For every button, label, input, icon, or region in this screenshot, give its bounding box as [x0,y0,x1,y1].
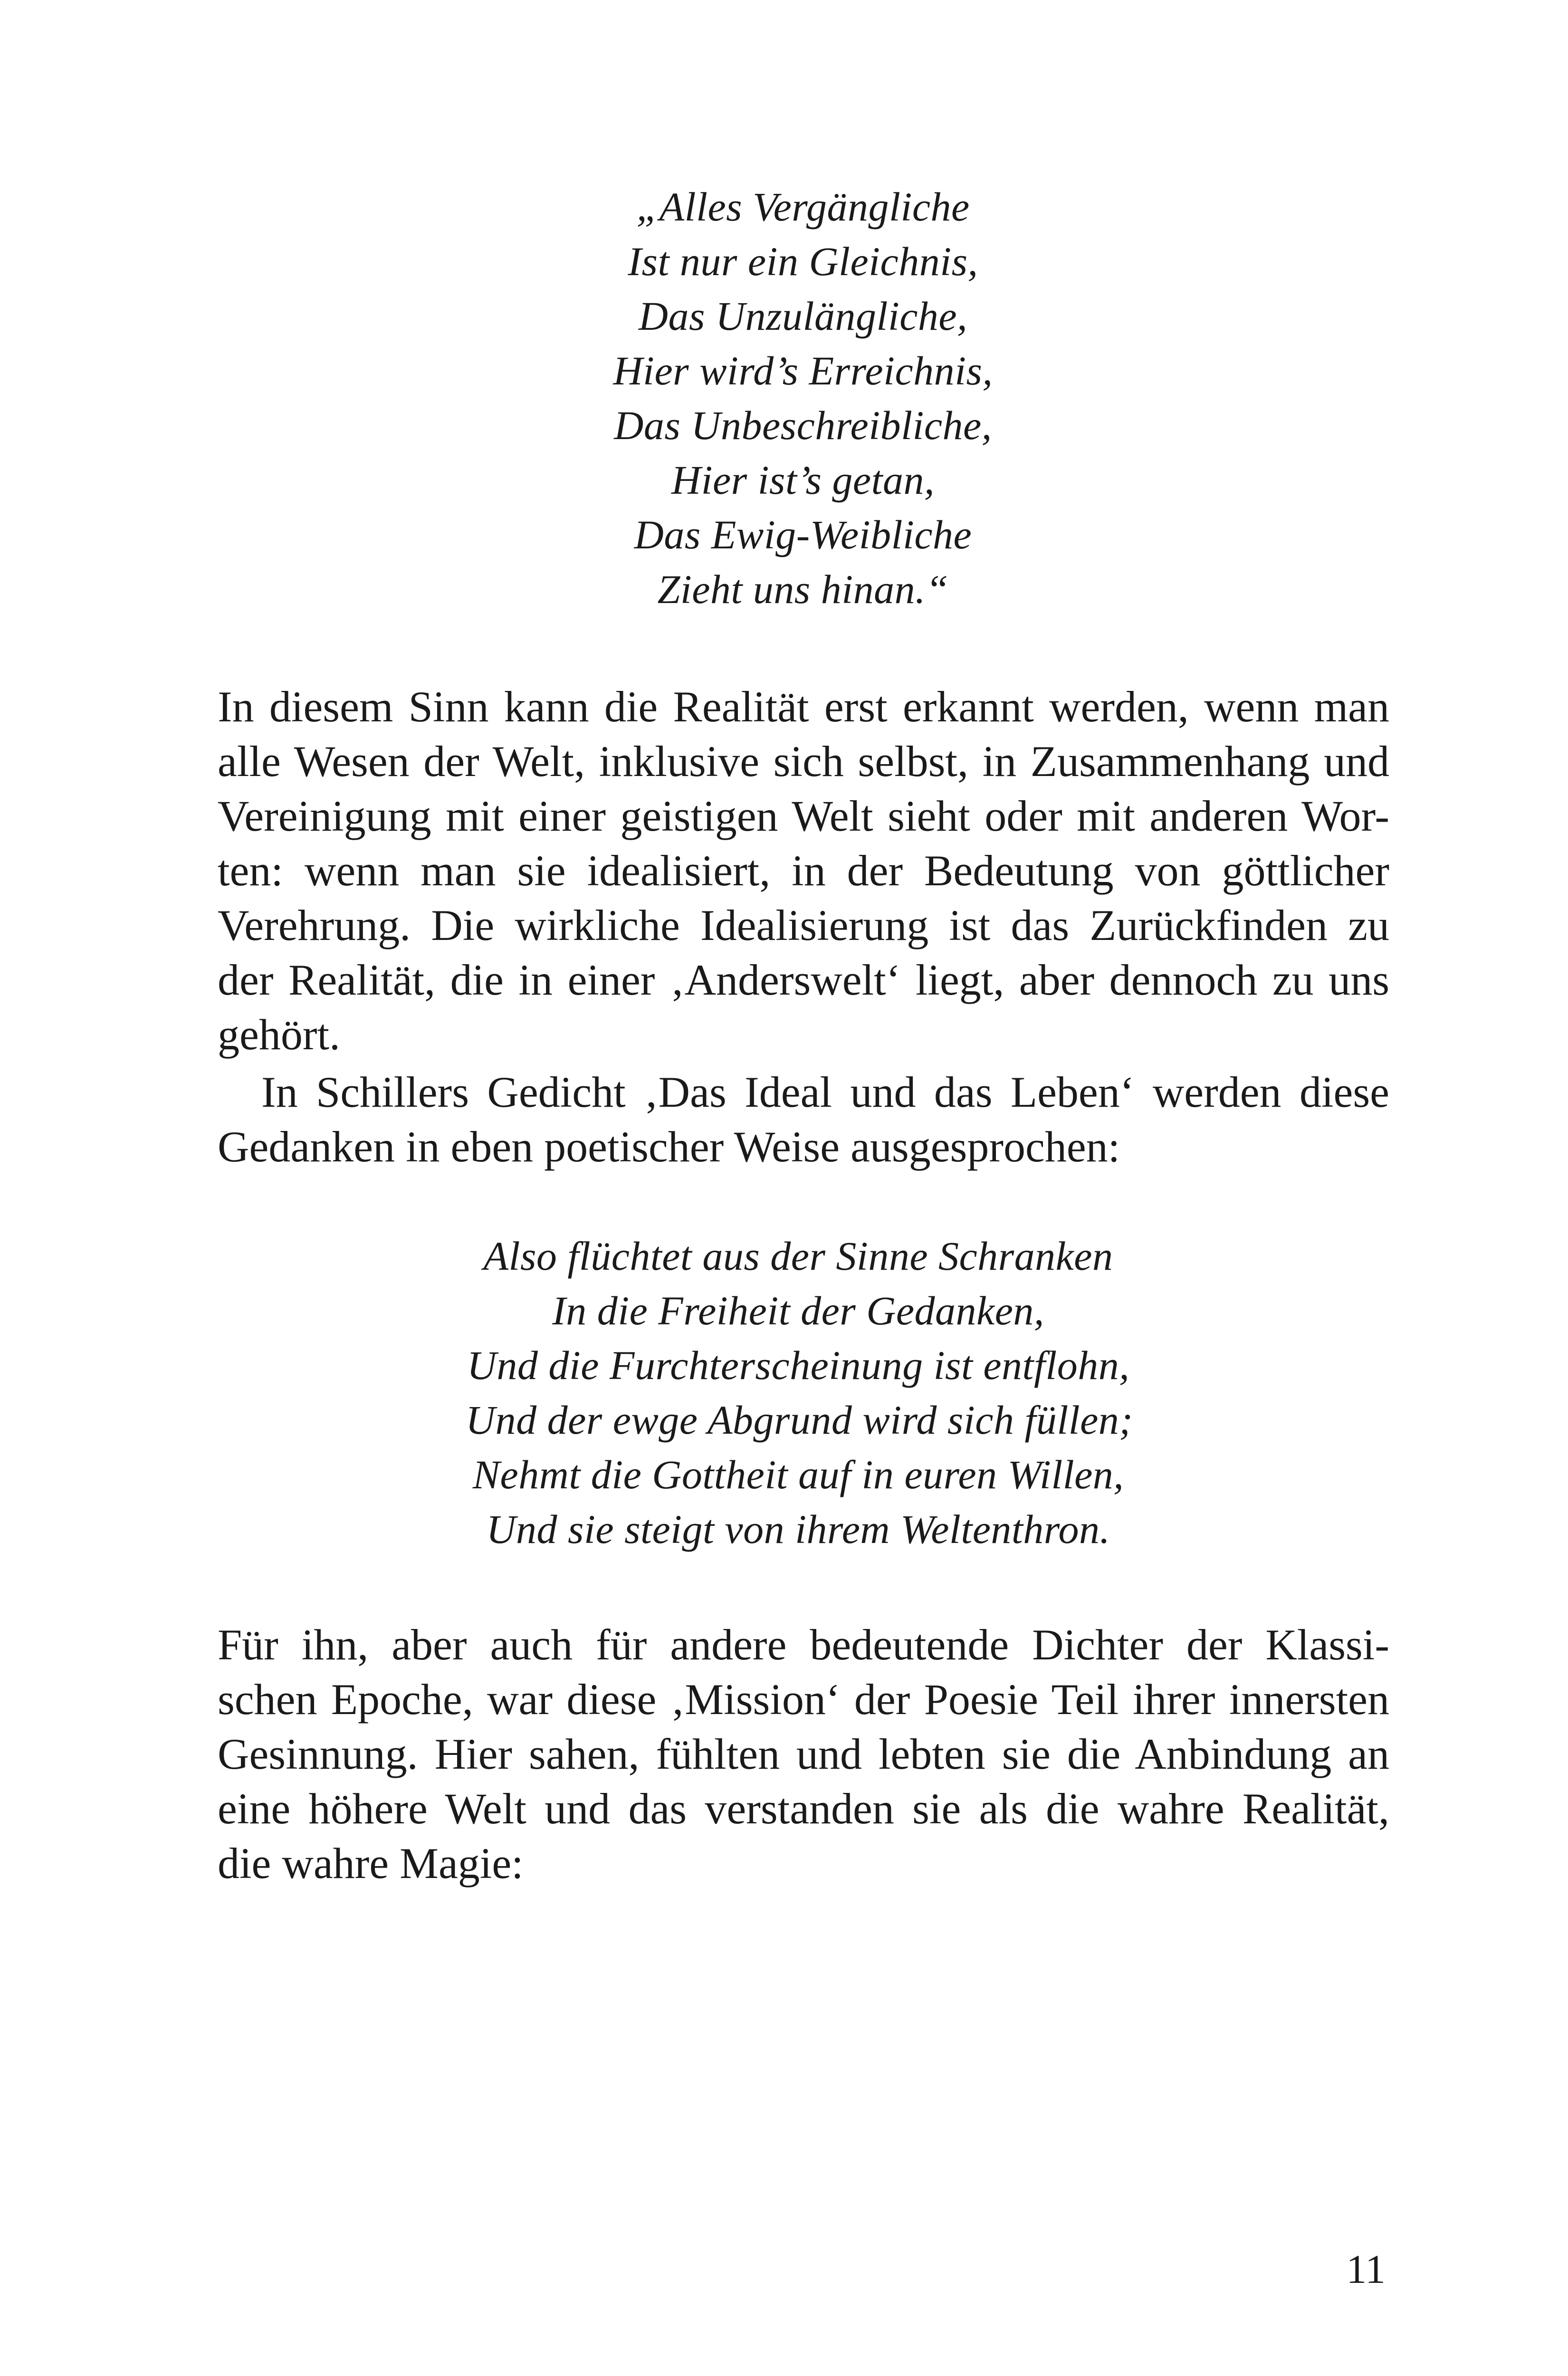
page-number: 11 [1346,2246,1386,2292]
text-line: der Realität, die in einer ‚Anderswelt‘ liegt, aber dennoch zu uns [218,956,1389,1004]
text-line: schen Epoche, war diese ‚Mission‘ der Poesie Teil ihrer innersten [218,1675,1389,1724]
paragraph-poets [218,1618,1389,1891]
text-line: alle Wesen der Welt, inklusive sich selbst, in Zusammenhang und [218,737,1389,786]
text-line: Gesinnung. Hier sahen, fühlten und lebten sie die Anbindung an [218,1730,1389,1778]
verse-line: Das Unbeschreibliche, [614,402,992,448]
verse-line: Und sie steigt von ihrem Weltenthron. [486,1506,1110,1552]
verse-line: Und der ewge Abgrund wird sich füllen; [466,1397,1133,1443]
verse-line: „Alles Vergängliche [636,184,970,230]
verse-line: Nehmt die Gottheit auf in euren Willen, [472,1452,1124,1497]
text-line: Vereinigung mit einer geistigen Welt sieht oder mit anderen Wor- [218,792,1389,840]
verse-line: Das Unzulängliche, [638,293,968,339]
text-line: gehört. [218,1010,341,1059]
verse-line: Also flüchtet aus der Sinne Schranken [483,1233,1113,1279]
verse-line: Das Ewig-Weibliche [634,512,972,557]
text-line: Für ihn, aber auch für andere bedeutende Dichter der Klassi- [218,1620,1389,1669]
goethe-verse-quote [594,180,1012,617]
text-line: Verehrung. Die wirkliche Idealisierung ist das Zurückfinden zu [218,901,1389,949]
text-line: ten: wenn man sie idealisiert, in der Bedeutung von göttlicher [218,846,1389,895]
verse-line: In die Freiheit der Gedanken, [552,1288,1044,1333]
paragraph-reality [218,680,1389,1062]
verse-line: Hier ist’s getan, [671,457,935,503]
verse-line: Zieht uns hinan.“ [657,566,949,612]
text-line: Gedanken in eben poetischer Weise ausgesprochen: [218,1122,1120,1171]
schiller-verse-quote [466,1229,1131,1557]
text-line: eine höhere Welt und das verstanden sie als die wahre Realität, [218,1784,1389,1833]
text-line: die wahre Magie: [218,1839,524,1887]
paragraph-schiller [218,1065,1389,1174]
text-line: In Schillers Gedicht ‚Das Ideal und das Leben‘ werden diese [261,1068,1389,1116]
verse-line: Und die Furchterscheinung ist entflohn, [467,1342,1130,1388]
verse-line: Hier wird’s Erreichnis, [613,348,993,393]
verse-line: Ist nur ein Gleichnis, [628,239,978,284]
text-line: In diesem Sinn kann die Realität erst erkannt werden, wenn man [218,682,1389,731]
